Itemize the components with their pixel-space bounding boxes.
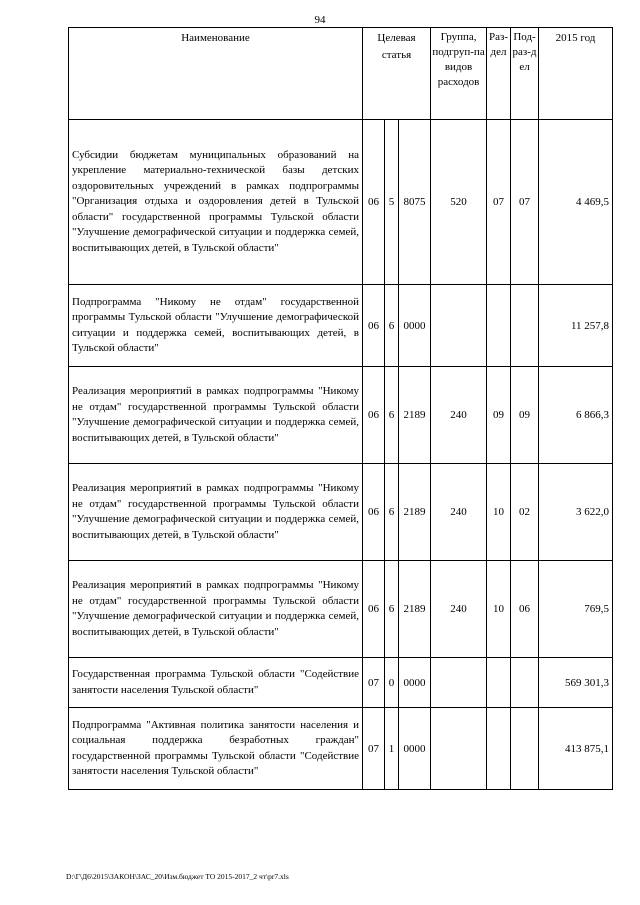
row-code-b: 6 xyxy=(385,285,399,367)
row-code-c: 8075 xyxy=(399,120,431,285)
row-section xyxy=(487,285,511,367)
row-subsection: 06 xyxy=(511,561,539,658)
row-amount: 4 469,5 xyxy=(539,120,613,285)
page-number: 94 xyxy=(314,14,326,26)
row-code-c: 0000 xyxy=(399,708,431,790)
row-subsection xyxy=(511,658,539,708)
row-code-c: 0000 xyxy=(399,658,431,708)
footer-file-path: D:\Г\Д6\2015\ЗАКОН\ЗАС_20\Изм.бюджет ТО 2015-2017_2 чт\pr7.xls xyxy=(66,872,289,881)
budget-table xyxy=(68,27,613,790)
header-name: Наименование xyxy=(69,28,363,120)
row-amount: 6 866,3 xyxy=(539,367,613,464)
header-subsection: Под-раз-дел xyxy=(511,28,539,120)
row-section xyxy=(487,708,511,790)
table-row xyxy=(69,367,613,464)
row-code-b: 5 xyxy=(385,120,399,285)
row-expense-group xyxy=(431,285,487,367)
row-code-b: 6 xyxy=(385,464,399,561)
row-name: Реализация мероприятий в рамках подпрограммы "Никому не отдам" государственной программы Тульской области "Улучшение демографической ситуации и поддержка семей, воспитывающих детей, в Тульской области" xyxy=(69,464,363,561)
row-code-a: 07 xyxy=(363,708,385,790)
row-expense-group: 240 xyxy=(431,464,487,561)
row-code-c: 0000 xyxy=(399,285,431,367)
row-section: 10 xyxy=(487,561,511,658)
header-expense-group: Группа, подгруп-па видов расходов xyxy=(431,28,487,120)
row-name: Подпрограмма "Активная политика занятости населения и социальная поддержка безработных граждан" государственной программы Тульской области "Содействие занятости населения Тульской области" xyxy=(69,708,363,790)
table-header-row xyxy=(69,28,613,120)
row-name: Реализация мероприятий в рамках подпрограммы "Никому не отдам" государственной программы Тульской области "Улучшение демографической ситуации и поддержка семей, воспитывающих детей, в Тульской области" xyxy=(69,367,363,464)
row-section xyxy=(487,658,511,708)
row-expense-group xyxy=(431,658,487,708)
header-target-article: Целевая статья xyxy=(363,28,431,120)
row-code-a: 06 xyxy=(363,464,385,561)
row-name: Подпрограмма "Никому не отдам" государственной программы Тульской области "Улучшение демографической ситуации и поддержка семей, воспитывающих детей, в Тульской области" xyxy=(69,285,363,367)
row-amount: 769,5 xyxy=(539,561,613,658)
row-section: 10 xyxy=(487,464,511,561)
table-row xyxy=(69,285,613,367)
header-year: 2015 год xyxy=(539,28,613,120)
row-subsection xyxy=(511,285,539,367)
table-row xyxy=(69,658,613,708)
row-name: Государственная программа Тульской области "Содействие занятости населения Тульской области" xyxy=(69,658,363,708)
row-amount: 413 875,1 xyxy=(539,708,613,790)
row-name: Субсидии бюджетам муниципальных образований на укрепление материально-технической базы детских оздоровительных учреждений в рамках подпрограммы "Организация отдыха и оздоровления детей в Тульской области" государственной программы Тульской области "Улучшение демографической ситуации и поддержка семей, воспитывающих детей, в Тульской области" xyxy=(69,120,363,285)
row-expense-group xyxy=(431,708,487,790)
row-code-a: 07 xyxy=(363,658,385,708)
table-row xyxy=(69,120,613,285)
row-code-a: 06 xyxy=(363,120,385,285)
row-section: 07 xyxy=(487,120,511,285)
row-name: Реализация мероприятий в рамках подпрограммы "Никому не отдам" государственной программы Тульской области "Улучшение демографической ситуации и поддержка семей, воспитывающих детей, в Тульской области" xyxy=(69,561,363,658)
row-expense-group: 240 xyxy=(431,561,487,658)
table-row xyxy=(69,561,613,658)
row-code-c: 2189 xyxy=(399,464,431,561)
row-code-b: 6 xyxy=(385,367,399,464)
row-amount: 569 301,3 xyxy=(539,658,613,708)
row-code-c: 2189 xyxy=(399,367,431,464)
row-expense-group: 520 xyxy=(431,120,487,285)
row-code-a: 06 xyxy=(363,285,385,367)
row-subsection: 02 xyxy=(511,464,539,561)
row-subsection: 07 xyxy=(511,120,539,285)
row-amount: 3 622,0 xyxy=(539,464,613,561)
table-row xyxy=(69,464,613,561)
row-subsection: 09 xyxy=(511,367,539,464)
row-code-a: 06 xyxy=(363,561,385,658)
header-section: Раз-дел xyxy=(487,28,511,120)
row-code-b: 1 xyxy=(385,708,399,790)
row-amount: 11 257,8 xyxy=(539,285,613,367)
row-section: 09 xyxy=(487,367,511,464)
table-row xyxy=(69,708,613,790)
row-code-b: 0 xyxy=(385,658,399,708)
row-code-a: 06 xyxy=(363,367,385,464)
row-subsection xyxy=(511,708,539,790)
row-code-c: 2189 xyxy=(399,561,431,658)
row-expense-group: 240 xyxy=(431,367,487,464)
row-code-b: 6 xyxy=(385,561,399,658)
